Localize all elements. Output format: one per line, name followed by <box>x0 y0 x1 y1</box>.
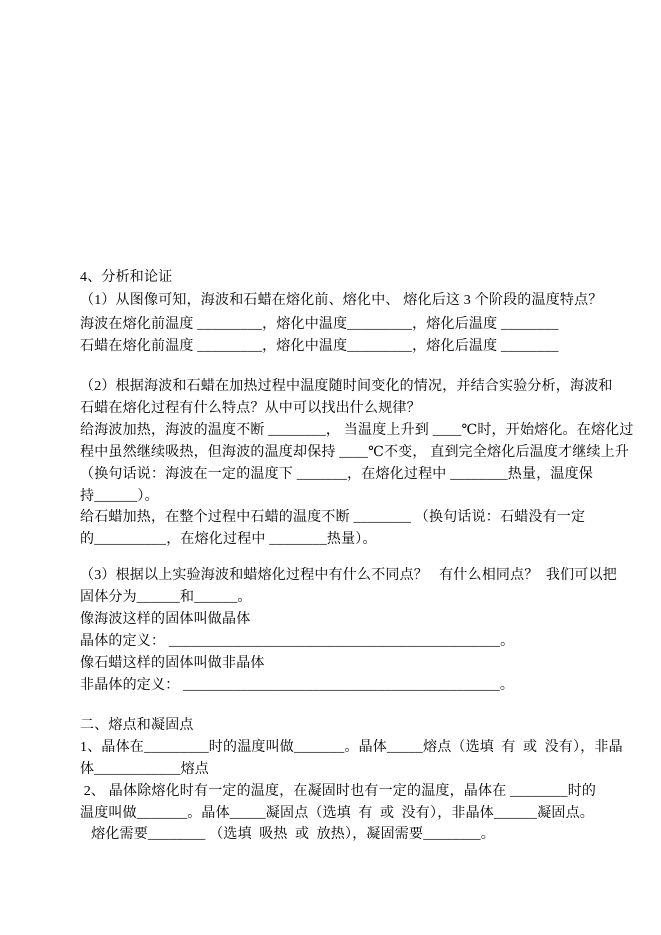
line-q2-prompt-2: 石蜡在熔化过程有什么特点？从中可以找出什么规律？ <box>80 401 421 416</box>
line-solid-classification-blanks: 固体分为______和______。 <box>80 590 252 605</box>
line-q2-prompt-1: （2）根据海波和石蜡在加热过程中温度随时间变化的情况，并结合实验分析，海波和 <box>80 379 613 394</box>
line-wax-temperature-blanks: 石蜡在熔化前温度 _________，熔化中温度_________，熔化后温度 ________ <box>80 339 559 354</box>
line-haibo-temperature-blanks: 海波在熔化前温度 _________，熔化中温度_________，熔化后温度 ________ <box>80 317 559 332</box>
line-non-crystal-example: 像石蜡这样的固体叫做非晶体 <box>80 656 265 671</box>
line-crystal-definition-blank: 晶体的定义： ______________________________________________。 <box>80 634 515 649</box>
line-heat-absorb-release-blanks: 熔化需要________ （选填 吸热 或 放热），凝固需要________。 <box>80 827 495 842</box>
line-q1-prompt: （1）从图像可知，海波和石蜡在熔化前、熔化中、 熔化后这 3 个阶段的温度特点？ <box>80 293 603 308</box>
line-freezing-point-blanks-1: 2、 晶体除熔化时有一定的温度，在凝固时也有一定的温度，晶体在 ________时的 <box>80 784 597 799</box>
line-crystal-example: 像海波这样的固体叫做晶体 <box>80 612 251 627</box>
line-non-crystal-definition-blank: 非晶体的定义： ____________________________________________。 <box>80 678 515 693</box>
line-haibo-paraphrase-1: （换句话说：海波在一定的温度下 _______，在熔化过程中 ________热量，温度保 <box>80 467 593 482</box>
line-wax-heating-1: 给石蜡加热，在整个过程中石蜡的温度不断 ________ （换句话说：石蜡没有一定 <box>80 510 586 525</box>
line-freezing-point-blanks-2: 温度叫做_______。晶体_____凝固点（选填 有 或 没有），非晶体______凝固点。 <box>80 806 594 821</box>
line-melting-point-blanks-1: 1、晶体在_________时的温度叫做_______。晶体_____熔点（选填 有 或 没有），非晶 <box>80 740 623 755</box>
line-melting-point-blanks-2: 体____________熔点 <box>80 762 209 777</box>
heading-melting-freezing-point: 二、熔点和凝固点 <box>80 718 194 733</box>
line-wax-heating-2: 的__________，在熔化过程中 ________热量）。 <box>80 532 377 547</box>
line-haibo-heating-1: 给海波加热，海波的温度不断 ________， 当温度上升到 ____℃时，开始熔化。在熔化过 <box>80 423 634 438</box>
heading-analysis: 4、分析和论证 <box>80 270 173 285</box>
line-q3-prompt: （3）根据以上实验海波和蜡熔化过程中有什么不同点？ 有什么相同点？ 我们可以把 <box>80 568 617 583</box>
line-haibo-paraphrase-2: 持______）。 <box>80 489 159 504</box>
line-haibo-heating-2: 程中虽然继续吸热，但海波的温度却保持 ____℃不变， 直到完全熔化后温度才继续上升 <box>80 445 630 460</box>
